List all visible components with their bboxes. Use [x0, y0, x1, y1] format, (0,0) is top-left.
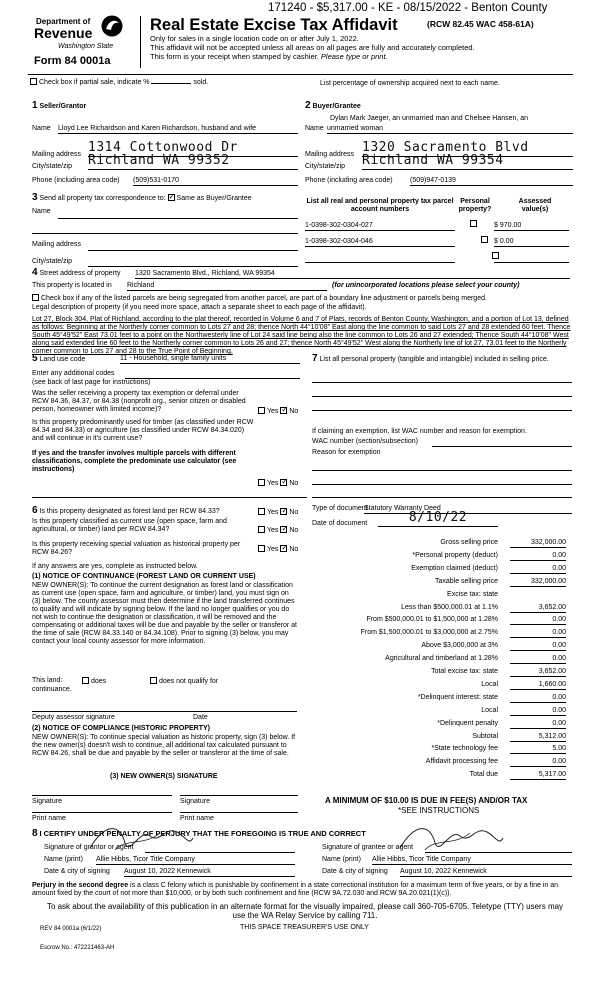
tax-row-value[interactable]: 0.00 [510, 655, 566, 664]
historic-question: Is this property receiving special valuation as historical property per RCW 84.26? [32, 541, 241, 557]
buyer-city-label: City/state/zip [305, 163, 346, 170]
land-use-label: Land use code [39, 356, 86, 363]
grantee-date-label: Date & city of signing [322, 868, 388, 875]
land-use-code[interactable]: 11 - Household, single family units [120, 355, 300, 364]
same-as-buyer-label: Same as Buyer/Grantee [176, 195, 252, 202]
exemption-question: Was the seller receiving a property tax exemption or deferral under RCW 84.36, 84.37, or 84.38 (nonprofit org., senior citizen or disabled person, homeowner with limited income)? [32, 390, 246, 414]
tax-row-value[interactable] [510, 591, 566, 599]
tax-row-label: From $1,500,000.01 to $3,000,000 at 2.75% [360, 629, 498, 636]
recording-stamp: 171240 - $5,317.00 - KE - 08/15/2022 - Benton County [268, 2, 548, 14]
q1-yes-checkbox[interactable] [258, 407, 265, 414]
tax-row-value[interactable]: 1,660.00 [510, 681, 566, 690]
doc-type-label: Type of document [312, 505, 368, 512]
personal-checkbox-1[interactable] [470, 220, 477, 227]
segregated-label: Check box if any of the listed parcels are being segregated from another parcel, are part of a boundary line adjustment or parcels being merged. [41, 295, 487, 302]
tax-row-label: Above $3,000,000 at 3% [421, 642, 498, 649]
tax-row-label: Excise tax: state [447, 591, 498, 598]
exemption-note: If claiming an exemption, list WAC number and reason for exemption. [312, 428, 527, 435]
owner-print-label-2: Print name [180, 815, 214, 822]
location-note: (for unincorporated locations please select your county) [332, 282, 520, 289]
form-rcw: (RCW 82.45 WAC 458-61A) [427, 19, 534, 29]
grantee-signature-label: Signature of grantee or agent [322, 844, 414, 851]
assessed-value-1[interactable]: $ 970.00 [494, 222, 569, 231]
buyer-city-state-zip[interactable]: Richland WA 99354 [362, 154, 573, 170]
s6-q2-no-label: No [289, 527, 299, 534]
tax-row-value[interactable]: 332,000.00 [510, 539, 566, 548]
s6-q3-no-checkbox[interactable] [280, 545, 287, 552]
tax-row-value[interactable]: 0.00 [510, 694, 566, 703]
partial-sale-checkbox[interactable] [30, 78, 37, 85]
grantor-name-label: Name (print) [44, 856, 83, 863]
certify-statement: I CERTIFY UNDER PENALTY OF PERJURY THAT THE FOREGOING IS TRUE AND CORRECT [39, 829, 366, 838]
s6-q2-yes-label: Yes [267, 527, 279, 534]
wac-label: WAC number (section/subsection) [312, 438, 418, 445]
corr-city-label: City/state/zip [32, 258, 73, 265]
tax-row-value[interactable]: 3,652.00 [510, 668, 566, 677]
s6-q3-no-label: No [289, 546, 299, 553]
buyer-heading: Buyer/Grantee [312, 103, 361, 110]
tax-row-label: Exemption claimed (deduct) [411, 565, 498, 572]
parcel-number-1[interactable]: 1-0398-302-0304-027 [305, 222, 455, 231]
timber-question: Is this property predominantly used for timber (as classified under RCW 84.34 and 84.33) or agriculture (as classified under RCW 84.34.020) and will continue in it's current use? [32, 419, 254, 443]
tax-row-value[interactable]: 5.00 [510, 745, 566, 754]
owner-signature-label-1: Signature [32, 798, 62, 805]
tax-row-value[interactable]: 332,000.00 [510, 578, 566, 587]
same-as-buyer-checkbox[interactable] [168, 194, 175, 201]
minimum-due-note: A MINIMUM OF $10.00 IS DUE IN FEE(S) AND/OR TAX [325, 796, 528, 805]
tax-row-label: Taxable selling price [434, 578, 498, 585]
tax-row-value[interactable]: 0.00 [510, 629, 566, 638]
personal-checkbox-2[interactable] [481, 236, 488, 243]
tax-row-label: *Delinquent penalty [437, 720, 498, 727]
dept-line2: Revenue [34, 25, 93, 41]
buyer-name-line1: Dylan Mark Jaeger, an unmarried man and Chelsee Hansen, an [330, 115, 529, 122]
q2-no-label: No [289, 480, 299, 487]
tax-row-value[interactable]: 0.00 [510, 552, 566, 561]
seller-city-label: City/state/zip [32, 163, 73, 170]
dept-line1: Department of [36, 17, 91, 26]
tax-row-label: Local [481, 681, 498, 688]
tax-row-value[interactable]: 3,652.00 [510, 604, 566, 613]
buyer-phone-label: Phone (including area code) [305, 177, 393, 184]
owner-print-label-1: Print name [32, 815, 66, 822]
property-address[interactable]: 1320 Sacramento Blvd., Richland, WA 99354 [135, 270, 570, 279]
perjury-bold: Perjury in the second degree [32, 882, 129, 889]
seller-phone[interactable]: (509)531-0170 [133, 177, 298, 186]
q1-no-checkbox[interactable] [280, 407, 287, 414]
legal-description[interactable]: Lot 27, Block 304, Plat of Richland, according to the plat thereof, recorded in Volume 6 and 7 of Plats, records of Benton County, Washington, and a portion of Lot 13, defined as follows: Beginning at the Northerly corner common to Lots 27 and 28; thence North 44°10'08" East along the line common to said Lots 27 and 28 extended 60 feet. Thence South 45°49'52" East 73.01 feet to a point on the Northwesterly line of Lot 24 said line being also the line common to Lots 26 and 27 extended; Thence South 44°10'08" West along said extended line 60 feet to the Northerly corner common to Lots 26 and 27; thence North 45°49'52" West along the Northerly line of lot 27, 73.01 feet to the Northerly corner common to Lots 27 and 28 to the True Point of Beginning. [32, 316, 571, 356]
revenue-logo-icon [100, 14, 124, 38]
seller-phone-label: Phone (including area code) [32, 177, 120, 184]
grantor-date-city[interactable]: August 10, 2022 Kennewick [124, 868, 295, 877]
notice-continuance-heading: (1) NOTICE OF CONTINUANCE (FOREST LAND OR CURRENT USE) [32, 573, 256, 580]
deputy-signature-label: Deputy assessor signature [32, 714, 115, 721]
notice-compliance-heading: (2) NOTICE OF COMPLIANCE (HISTORIC PROPERTY) [32, 725, 210, 732]
tax-row-value[interactable]: 0.00 [510, 707, 566, 716]
perjury-text: is a class C felony which is punishable by confinement in a state correctional institution for a maximum term of five years, or by a fine in an amount fixed by the court of not more than $10,000, or by both such confinement and fine (RCW 9A.72.030 and RCW 9A.20.021(1)(c)). [32, 882, 559, 898]
form-title: Real Estate Excise Tax Affidavit [150, 16, 398, 34]
deputy-date-label: Date [193, 714, 208, 721]
reason-label: Reason for exemption [312, 449, 381, 456]
tax-row-value[interactable]: 0.00 [510, 642, 566, 651]
does-not-checkbox[interactable] [150, 677, 157, 684]
s6-q1-yes-checkbox[interactable] [258, 508, 265, 515]
answers-note: If any answers are yes, complete as instructed below. [32, 563, 198, 570]
grantee-name-label: Name (print) [322, 856, 361, 863]
tax-row-label: From $500,000.01 to $1,500,000 at 1.28% [366, 616, 498, 623]
legal-desc-label: Legal description of property (if you need more space, attach a separate sheet to each page of the affidavit). [32, 304, 367, 311]
parcel-col-header: List all real and personal property tax parcel account numbers [306, 198, 454, 214]
grantor-date-label: Date & city of signing [44, 868, 110, 875]
current-use-question: Is this property classified as current use (open space, farm and agricultural, or timber) land per RCW 84.34? [32, 518, 227, 534]
dept-line3: Washington State [58, 43, 114, 50]
tax-row-value[interactable]: 0.00 [510, 565, 566, 574]
q2-no-checkbox[interactable] [280, 479, 287, 486]
escrow-number: Escrow No.: 472221463-AH [40, 945, 115, 951]
multiple-parcels-note: If yes and the transfer involves multiple parcels with different classifications, complete the predominate use calculator (see instructions) [32, 450, 237, 474]
assessed-col-header: Assessed value(s) [518, 198, 552, 214]
tax-row-value[interactable]: 5,312.00 [510, 733, 566, 742]
property-location[interactable]: Richland [127, 282, 327, 291]
tax-row-label: *Delinquent interest: state [417, 694, 498, 701]
buyer-mail-label: Mailing address [305, 151, 355, 158]
personal-col-header: Personal property? [458, 198, 492, 214]
tax-row-label: *State technology fee [431, 745, 498, 752]
s6-q1-yes-label: Yes [267, 509, 279, 516]
location-label: This property is located in [32, 282, 112, 289]
revision-number: REV 84 0001a (6/1/22) [40, 926, 102, 932]
personal-property-label: List all personal property (tangible and intangible) included in selling price. [319, 356, 549, 363]
treasurer-use: THIS SPACE TREASURER'S USE ONLY [240, 924, 369, 931]
tax-row-label: Affidavit processing fee [425, 758, 498, 765]
notice-continuance-body: NEW OWNER(S): To continue the current designation as forest land or classification as current use (open space, farm and agriculture, or timber) land, you must sign on (3) below. The county assessor must then determine if the land transferred continues to qualify and will indicate by signing below. If the land no longer qualifies or you do not wish to continue the designation or classification, it will be removed and the compensating or additional taxes will be due and payable by the seller or transferor at the time of sale (RCW 84.33.140 or 84.34.108). Prior to signing (3) below, you may contact your local county assessor for more information. [32, 582, 297, 646]
note-3-tail: Please type or print. [320, 52, 388, 61]
this-land-label: This land: [32, 677, 63, 684]
add-codes-label: Enter any additional codes [32, 370, 115, 377]
seller-name-label: Name [32, 125, 51, 132]
tax-row-label: Total excise tax: state [431, 668, 498, 675]
assessed-value-2[interactable]: $ 0.00 [494, 238, 569, 247]
assessed-value-3[interactable] [494, 254, 569, 263]
header-divider [140, 16, 141, 68]
grantor-name[interactable]: Allie Hibbs, Ticor Title Company [96, 856, 295, 865]
does-not-label: does not qualify for [159, 678, 219, 685]
tax-row-value[interactable]: 0.00 [510, 616, 566, 625]
note-3: This form is your receipt when stamped by cashier. [150, 52, 319, 61]
seller-city-state-zip[interactable]: Richland WA 99352 [88, 154, 298, 170]
document-date[interactable]: 8/10/22 [378, 511, 498, 527]
q1-yes-label: Yes [267, 408, 279, 415]
note-2: This affidavit will not be accepted unless all areas on all pages are fully and accurately completed. [150, 43, 475, 52]
buyer-name[interactable]: unmarried woman [327, 125, 573, 134]
tax-row-value[interactable]: 0.00 [510, 720, 566, 729]
corr-mail-label: Mailing address [32, 241, 82, 248]
segregated-checkbox[interactable] [32, 294, 39, 301]
grantor-signature-label: Signature of grantor or agent [44, 844, 134, 851]
continuance-label: continuance. [32, 686, 72, 693]
buyer-phone[interactable]: (509)947-0139 [410, 177, 573, 186]
grantee-date-city[interactable]: August 10, 2022 Kennewick [400, 868, 572, 877]
seller-name[interactable]: Lloyd Lee Richardson and Karen Richardson, husband and wife [58, 125, 298, 134]
s6-q1-no-checkbox[interactable] [280, 508, 287, 515]
new-owner-signature-heading: (3) NEW OWNER(S) SIGNATURE [110, 773, 218, 780]
does-label: does [91, 678, 107, 685]
tax-row-value[interactable]: 5,317.00 [510, 771, 566, 780]
parcel-number-3[interactable] [305, 254, 455, 263]
q2-yes-checkbox[interactable] [258, 479, 265, 486]
buyer-mailing-address[interactable]: 1320 Sacramento Blvd [362, 141, 573, 157]
see-back-label: (see back of last page for instructions) [32, 379, 151, 386]
q1-no-label: No [289, 408, 299, 415]
form-number: Form 84 0001a [34, 55, 111, 67]
owner-signature-label-2: Signature [180, 798, 210, 805]
seller-heading: Seller/Grantor [39, 103, 87, 110]
tax-row-label: Gross selling price [440, 539, 498, 546]
does-checkbox[interactable] [82, 677, 89, 684]
s6-q1-no-label: No [289, 509, 299, 516]
tax-row-label: Subtotal [472, 733, 498, 740]
doc-date-label: Date of document [312, 520, 368, 527]
parcel-number-2[interactable]: 1-0398-302-0304-046 [305, 238, 455, 247]
tax-row-label: Less than $500,000.01 at 1.1% [401, 604, 498, 611]
partial-sale-label: Check box if partial sale, indicate % [39, 79, 150, 86]
tax-row-label: Agricultural and timberland at 1.28% [385, 655, 498, 662]
notice-compliance-body: NEW OWNER(S): To continue special valuation as historic property, sign (3) below. If the new owner(s) doesn't wish to continue, all additional tax calculated pursuant to RCW 84.26, shall be due and payable by the seller or transferor at the time of sale. [32, 734, 296, 758]
ownership-note: List percentage of ownership acquired next to each name. [320, 80, 500, 87]
grantee-name[interactable]: Allie Hibbs, Ticor Title Company [372, 856, 572, 865]
seller-mail-label: Mailing address [32, 151, 82, 158]
accessibility-note: To ask about the availability of this publication in an alternate format for the visually impaired, please call 360-705-6705. Teletype (TTY) users may use the WA Relay Service by calling 711. [46, 902, 564, 921]
forest-question: Is this property designated as forest land per RCW 84.33? [39, 508, 220, 515]
tax-row-label: Total due [469, 771, 498, 778]
seller-mailing-address[interactable]: 1314 Cottonwood Dr [88, 141, 298, 157]
see-instructions: *SEE INSTRUCTIONS [398, 806, 480, 815]
corr-name-label: Name [32, 208, 51, 215]
s6-q2-no-checkbox[interactable] [280, 526, 287, 533]
tax-row-value[interactable]: 0.00 [510, 758, 566, 767]
q2-yes-label: Yes [267, 480, 279, 487]
s6-q3-yes-checkbox[interactable] [258, 545, 265, 552]
buyer-name-label: Name [305, 125, 324, 132]
note-1: Only for sales in a single location code on or after July 1, 2022. [150, 34, 359, 43]
tax-row-label: Local [481, 707, 498, 714]
s6-q2-yes-checkbox[interactable] [258, 526, 265, 533]
tax-correspondence-label: Send all property tax correspondence to: [39, 195, 166, 202]
s6-q3-yes-label: Yes [267, 546, 279, 553]
street-address-label: Street address of property [39, 270, 121, 277]
document-type[interactable]: Statutory Warranty Deed [364, 505, 572, 514]
tax-row-label: *Personal property (deduct) [412, 552, 498, 559]
partial-sale-suffix: sold. [193, 79, 209, 86]
